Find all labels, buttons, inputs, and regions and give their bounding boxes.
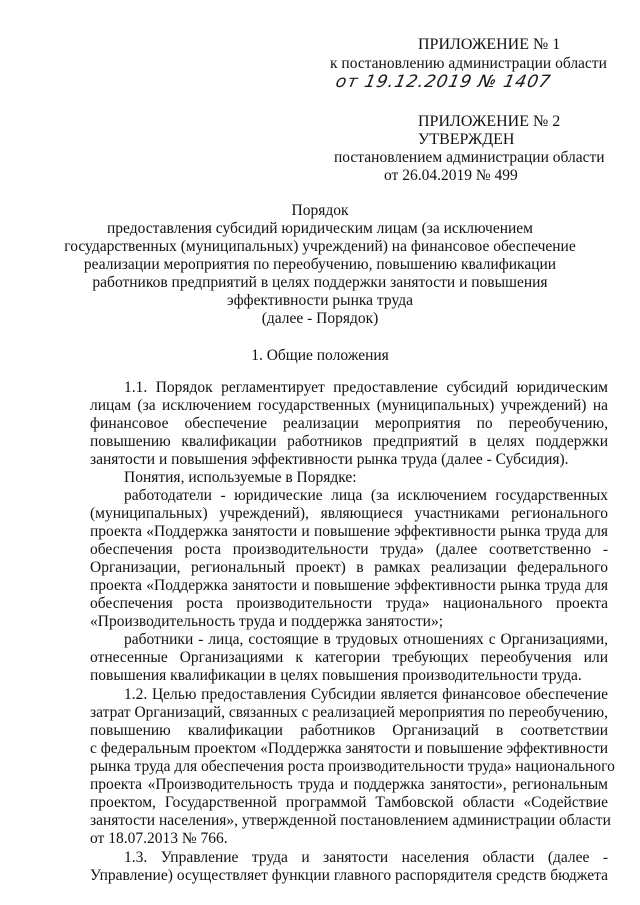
- paragraph-line: повышению квалификации работников Организаций в соответствии: [90, 722, 608, 739]
- paragraph-line: от 18.07.2013 № 766.: [90, 830, 228, 847]
- concepts-intro: Понятия, используемые в Порядке:: [124, 469, 357, 486]
- doc-title-line: работников предприятий в целях поддержки занятости и повышения: [92, 274, 548, 291]
- definition-line: обеспечения роста производительности труда» (далее соответственно -: [90, 541, 608, 558]
- paragraph-line: 1.1. Порядок регламентирует предоставление субсидий юридическим: [124, 379, 608, 396]
- definition-line: Организации, региональный проект) в рамках реализации федерального: [90, 559, 608, 576]
- paragraph-line: занятости населения», утвержденной постановлением администрации области: [90, 812, 611, 829]
- paragraph-line: затрат Организаций, связанных с реализацией мероприятия по переобучению,: [90, 704, 608, 721]
- doc-title-line: предоставления субсидий юридическим лицам (за исключением: [107, 220, 533, 237]
- definition-line: повышения квалификации в целях повышения производительности труда.: [90, 667, 582, 684]
- doc-title-line: государственных (муниципальных) учреждений) на финансовое обеспечение: [64, 238, 576, 255]
- definition-line: проекта «Поддержка занятости и повышение эффективности рынка труда для: [90, 523, 608, 540]
- definition-line: проекта «Поддержка занятости и повышение эффективности рынка труда для: [90, 577, 608, 594]
- appendix-1-subtitle: к постановлению администрации области: [330, 55, 607, 72]
- definition-line: отнесенные Организациями к категории требующих переобучения или: [90, 649, 608, 666]
- paragraph-line: проектом, Государственной программой Тамбовской области «Содействие: [90, 794, 608, 811]
- definition-line: работодатели - юридические лица (за исключением государственных: [124, 487, 608, 504]
- section-heading: 1. Общие положения: [251, 347, 389, 364]
- doc-title: Порядок: [291, 202, 349, 219]
- paragraph-line: Управление) осуществляет функции главного распорядителя средств бюджета: [90, 867, 608, 884]
- approval-date: от 26.04.2019 № 499: [384, 167, 518, 184]
- paragraph-line: занятости и повышения эффективности рынка труда (далее - Субсидия).: [90, 451, 569, 468]
- paragraph-line: проекта «Производительность труда и поддержка занятости», региональным: [90, 776, 608, 793]
- appendix-1-title: ПРИЛОЖЕНИЕ № 1: [418, 36, 561, 53]
- approved-label: УТВЕРЖДЕН: [418, 131, 515, 148]
- appendix-2-title: ПРИЛОЖЕНИЕ № 2: [418, 113, 561, 130]
- paragraph-line: рынка труда для обеспечения роста производительности труда» национального: [90, 758, 615, 775]
- definition-line: (муниципальных) учреждений), являющиеся участниками регионального: [90, 505, 608, 522]
- definition-line: обеспечения роста производительности труда» национального проекта: [90, 595, 608, 612]
- doc-title-line: эффективности рынка труда: [227, 292, 413, 309]
- handwritten-date-number: от 19.12.2019 № 1407: [333, 72, 553, 92]
- paragraph-line: 1.2. Целью предоставления Субсидии является финансовое обеспечение: [124, 686, 608, 703]
- paragraph-line: лицам (за исключением государственных (муниципальных) учреждений) на: [90, 397, 608, 414]
- definition-line: «Производительность труда и поддержка занятости»;: [90, 613, 444, 630]
- doc-title-line: (далее - Порядок): [261, 310, 379, 327]
- paragraph-line: финансовое обеспечение реализации мероприятия по переобучению,: [90, 415, 608, 432]
- paragraph-line: повышению квалификации работников предприятий в целях поддержки: [90, 433, 608, 450]
- approval-resolution: постановлением администрации области: [334, 149, 605, 166]
- paragraph-line: с федеральным проектом «Поддержка занятости и повышение эффективности: [90, 740, 609, 757]
- paragraph-line: 1.3. Управление труда и занятости населения области (далее -: [124, 849, 608, 866]
- doc-title-line: реализации мероприятия по переобучению, повышению квалификации: [83, 256, 557, 273]
- definition-line: работники - лица, состоящие в трудовых отношениях с Организациями,: [124, 631, 608, 648]
